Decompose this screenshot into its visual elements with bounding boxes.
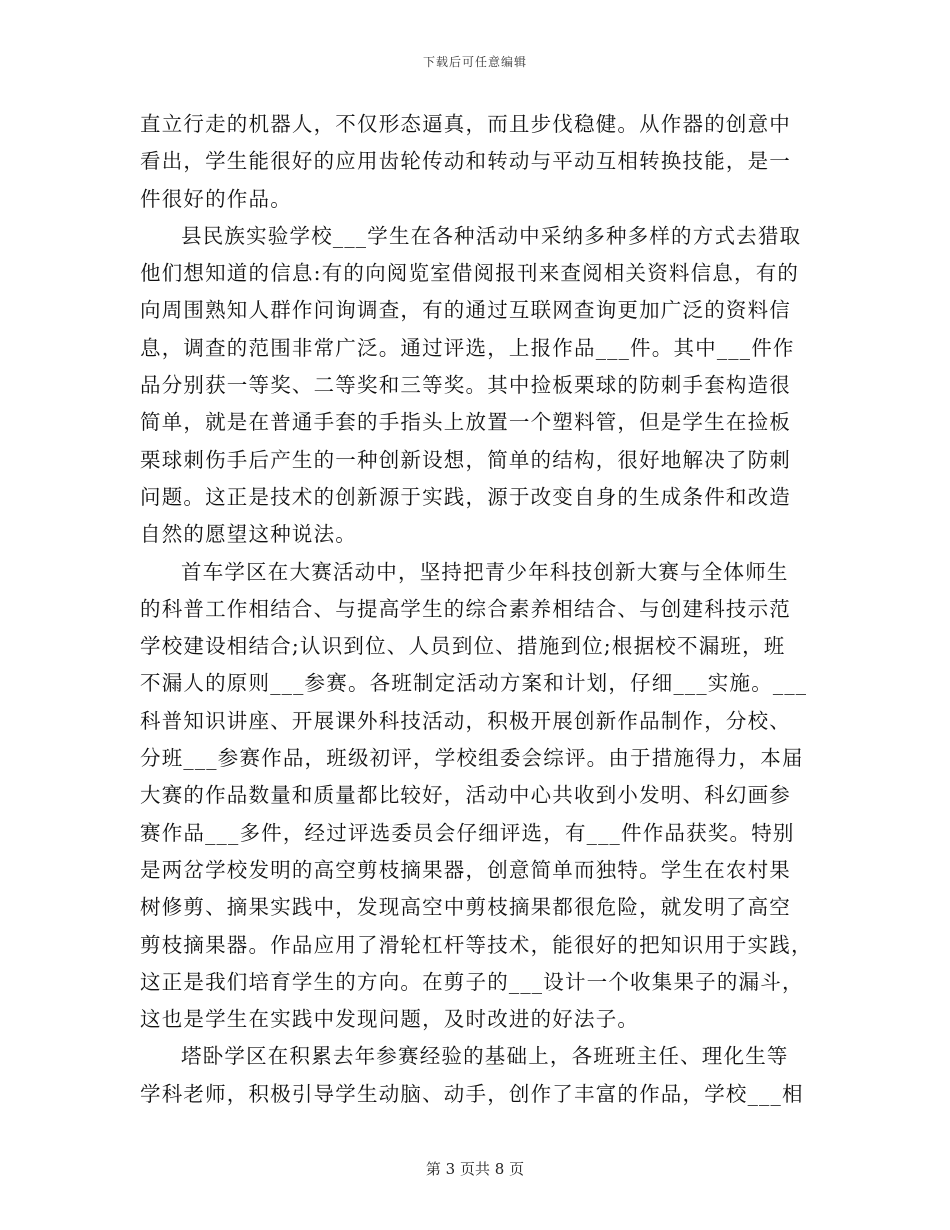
text-line: 不漏人的原则___参赛。各班制定活动方案和计划，仔细___实施。___ [140,671,808,696]
text-line: 向周围熟知人群作问询调查，有的通过互联网查询更加广泛的资料信 [140,298,791,323]
text-line: 他们想知道的信息:有的向阅览室借阅报刊来查阅相关资料信息，有的 [140,261,800,286]
text-line: 科普知识讲座、开展课外科技活动，积极开展创新作品制作，分校、 [140,708,791,733]
text-line: 自然的愿望这种说法。 [140,522,357,547]
text-line: 品分别获一等奖、二等奖和三等奖。其中捡板栗球的防刺手套构造很 [140,373,791,398]
document-body [140,106,813,1113]
text-line: 赛作品___多件，经过评选委员会仔细评选，有___件作品获奖。特别 [140,820,795,845]
page-header: 下载后可任意编辑 [422,55,527,69]
text-line: 剪枝摘果器。作品应用了滑轮杠杆等技术，能很好的把知识用于实践， [140,932,813,957]
text-line: 树修剪、摘果实践中，发现高空中剪枝摘果都很危险，就发明了高空 [140,895,791,920]
text-line: 栗球刺伤手后产生的一种创新设想，简单的结构，很好地解决了防刺 [140,447,791,472]
text-line: 分班___参赛作品，班级初评，学校组委会综评。由于措施得力，本届 [140,746,804,771]
text-line: 这正是我们培育学生的方向。在剪子的___设计一个收集果子的漏斗， [140,969,804,994]
text-line: 问题。这正是技术的创新源于实践，源于改变自身的生成条件和改造 [140,484,791,509]
text-line: 看出，学生能很好的应用齿轮传动和转动与平动互相转换技能，是一 [140,149,791,174]
text-line: 大赛的作品数量和质量都比较好，活动中心共收到小发明、科幻画参 [140,783,791,808]
text-line: 直立行走的机器人，不仅形态逼真，而且步伐稳健。从作器的创意中 [140,112,791,136]
text-line: 学校建设相结合;认识到位、人员到位、措施到位;根据校不漏班，班 [140,634,786,659]
text-line: 是两岔学校发明的高空剪枝摘果器，创意简单而独特。学生在农村果 [140,857,791,882]
paragraph-first-line: 塔卧学区在积累去年参赛经验的基础上，各班班主任、理化生等 [181,1044,789,1069]
text-line: 这也是学生在实践中发现问题，及时改进的好法子。 [140,1007,640,1032]
page-number: 第 3 页共 8 页 [425,1160,525,1178]
text-line: 的科普工作相结合、与提高学生的综合素养相结合、与创建科技示范 [140,596,791,621]
paragraph-first-line: 县民族实验学校___学生在各种活动中采纳多种多样的方式去猎取 [181,223,802,248]
text-line: 简单，就是在普通手套的手指头上放置一个塑料管，但是学生在捡板 [140,410,791,435]
text-line: 息，调查的范围非常广泛。通过评选，上报作品___件。其中___件作 [140,335,795,360]
text-line: 学科老师，积极引导学生动脑、动手，创作了丰富的作品，学校___相 [140,1081,804,1106]
paragraph-first-line: 首车学区在大赛活动中，坚持把青少年科技创新大赛与全体师生 [181,559,789,584]
text-line: 件很好的作品。 [140,186,292,211]
